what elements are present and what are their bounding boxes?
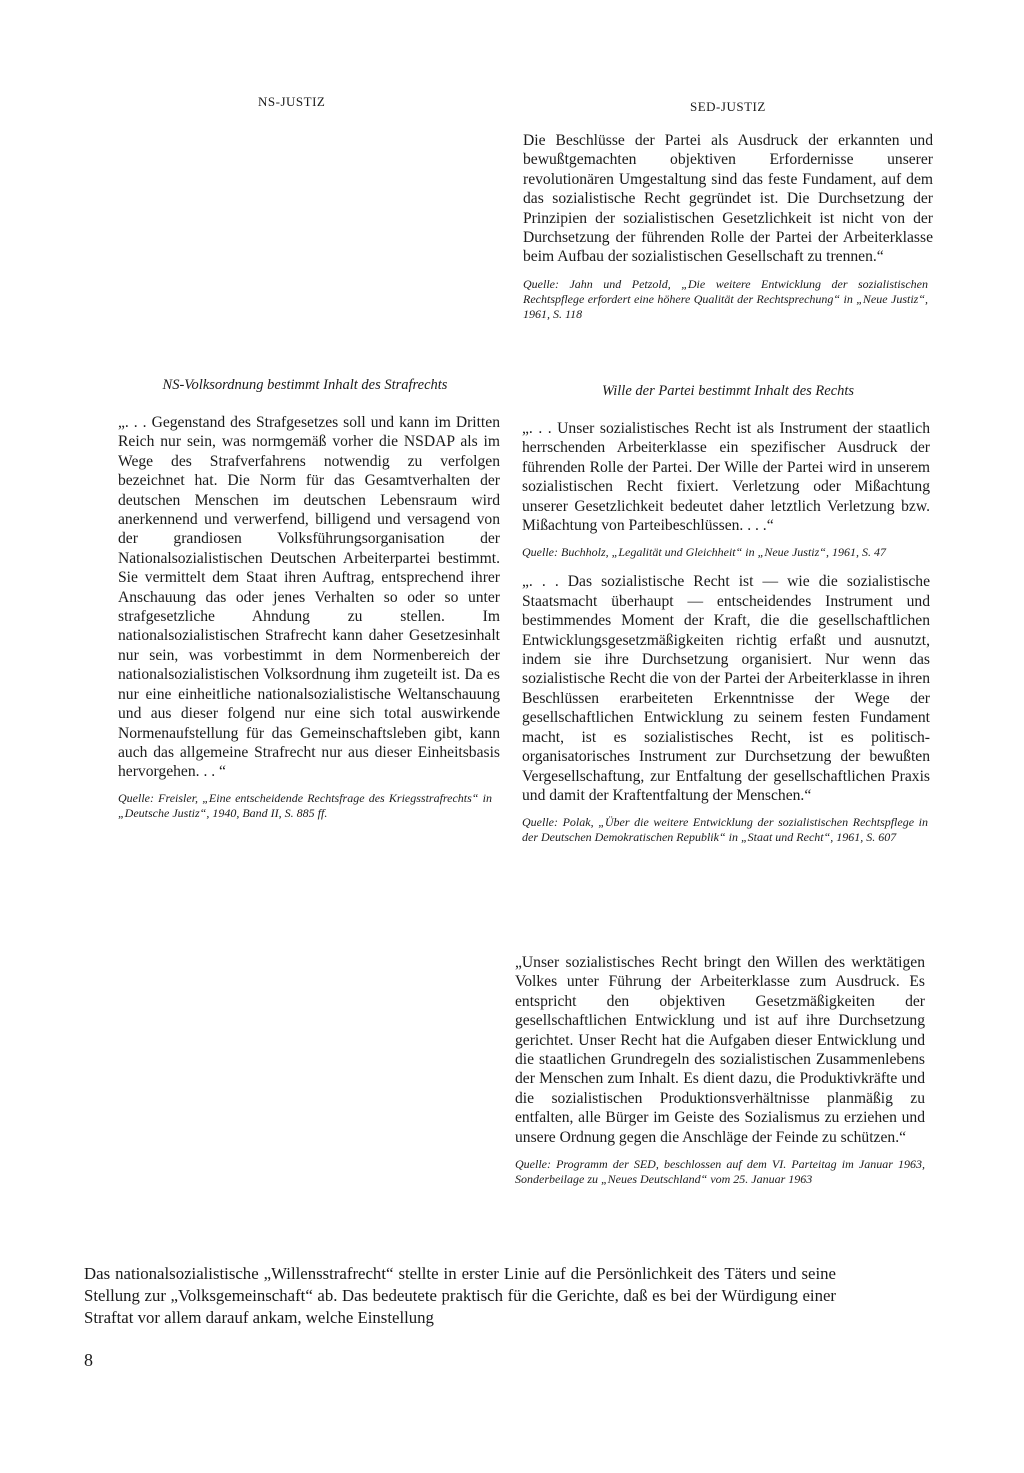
right-top-quote-block	[523, 131, 933, 322]
right-quote-3-source: Quelle: Programm der SED, beschlossen auf dem VI. Parteitag im Januar 1963, Sonderbeilage zu „Neues Deutschland“ vom 25. Januar 1963	[515, 1157, 925, 1187]
right-top-quote-text: Die Beschlüsse der Partei als Ausdruck der erkannten und bewußtgemachten objektiven Erfordernisse unserer revolutionären Umgestaltung sind das feste Fundament, auf dem das sozialistische Recht gegründet ist. Die Durchsetzung der Prinzipien der sozialistischen Gesetzlichkeit ist nicht von der Durchsetzung der führenden Rolle der Partei der Arbeiterklasse beim Aufbau der sozialistischen Gesellschaft zu trennen.“	[523, 132, 933, 266]
left-column-header: NS-JUSTIZ	[258, 94, 326, 109]
right-quotes-column	[522, 419, 930, 845]
right-quote-3-text: „Unser sozialistisches Recht bringt den Willen des werktätigen Volkes unter Führung der Arbeiterklasse zum Ausdruck. Es entspricht den objektiven Gesetzmäßigkeiten der gesellschaftlichen Entwicklung und ist auf ihre Durchsetzung gerichtet. Unser Recht hat die Aufgaben dieser Entwicklung und die staatlichen Grundregeln des sozialistischen Zusammenlebens der Menschen zum Inhalt. Es dient dazu, die Produktivkräfte und die sozialistischen Produktionsverhältnisse planmäßig zu entfalten, alle Bürger im Geiste des Sozialismus zu erziehen und unsere Ordnung gegen die Anschläge der Feinde zu schützen.“	[515, 954, 925, 1146]
left-quote-text: „. . . Gegenstand des Strafgesetzes soll und kann im Dritten Reich nur sein, was normgemäß vorher die NSDAP als im Wege des Strafverfahrens notwendig zu verfolgen bezeichnet hat. Die Norm für das Gesamtverhalten der deutschen Menschen im deutschen Lebensraum wird anerkennend und verwerfend, billigend und versagend von der grandiosen Volksführungsorganisation der Nationalsozialistischen Deutschen Arbeiterpartei bestimmt. Sie vermittelt dem Staat ihren Auftrag, entsprechend ihrer Anschauung das oder jenes Verhalten so oder so unter strafgesetzliche Ahndung zu stellen. Im nationalsozialistischen Strafrecht kann daher Gesetzesinhalt nur sein, was vorbestimmt in dem Normenbereich der nationalsozialistischen Volksordnung ihm zugeteilt ist. Da es nur eine einheitliche nationalsozialistische Weltanschauung und aus dieser folgend nur eine sich total auswirkende Normenaufstellung für das Gemeinschaftsleben gibt, kann auch das allgemeine Strafrecht nur aus dieser Einheitsbasis hervorgehen. . . “	[118, 414, 500, 781]
bottom-paragraph-block	[84, 1263, 836, 1329]
right-quote-1-source: Quelle: Buchholz, „Legalität und Gleichheit“ in „Neue Justiz“, 1961, S. 47	[522, 545, 886, 560]
right-column-header: SED-JUSTIZ	[690, 99, 766, 114]
bottom-paragraph: Das nationalsozialistische „Willensstrafrecht“ stellte in erster Linie auf die Persönlichkeit des Täters und seine Stellung zur „Volksgemeinschaft“ ab. Das bedeutete praktisch für die Gerichte, daß es bei der Würdigung einer Straftat vor allem darauf ankam, welche Einstellung	[84, 1264, 836, 1327]
right-quote-2-text: „. . . Das sozialistische Recht ist — wie die sozialistische Staatsmacht überhaupt — entscheidendes Instrument und bestimmendes Moment der Kraft, die die gesellschaftlichen Entwicklungsgesetzmäßigkeiten richtig erfaßt und ausnutzt, indem sie ihre Durchsetzung organisiert. Nur wenn das sozialistische Recht die von der Partei der Arbeiterklasse in ihren Beschlüssen erarbeiteten Erkenntnisse der Wege der gesellschaftlichen Entwicklung zu seinem festen Fundament macht, ist es sozialistisches Recht, ist es politisch-organisatorisches Instrument zur Durchsetzung der bewußten Vergesellschaftung, zur Entfaltung der gesellschaftlichen Praxis und damit der Kraftentfaltung der Menschen.“	[522, 573, 930, 804]
right-quote-2-source: Quelle: Polak, „Über die weitere Entwicklung der sozialistischen Rechtspflege in der Deutschen Demokratischen Republik“ in „Staat und Recht“, 1961, S. 607	[522, 815, 928, 845]
page-number: 8	[84, 1350, 93, 1370]
left-quote-block	[118, 413, 500, 821]
right-quote-1-text: „. . . Unser sozialistisches Recht ist als Instrument der staatlich herrschenden Arbeiterklasse ein spezifischer Ausdruck der führenden Rolle der Partei. Der Wille der Partei wird in unserem sozialistischen Recht fixiert. Verletzung oder Mißachtung unserer Gesetzlichkeit bedeutet daher letztlich Verletzung bzw. Mißachtung von Parteibeschlüssen. . . .“	[522, 420, 930, 535]
left-quote-source: Quelle: Freisler, „Eine entscheidende Rechtsfrage des Kriegsstrafrechts“ in „Deutsche Justiz“, 1940, Band II, S. 885 ff.	[118, 790, 492, 820]
left-section-title: NS-Volksordnung bestimmt Inhalt des Strafrechts	[162, 377, 448, 393]
right-top-quote-source: Quelle: Jahn und Petzold, „Die weitere Entwicklung der sozialistischen Rechtspflege erfordert eine höhere Qualität der Rechtsprechung“ in „Neue Justiz“, 1961, S. 118	[523, 276, 928, 321]
right-section-title: Wille der Partei bestimmt Inhalt des Rechts	[601, 383, 855, 399]
right-quote-3-block	[515, 953, 925, 1187]
